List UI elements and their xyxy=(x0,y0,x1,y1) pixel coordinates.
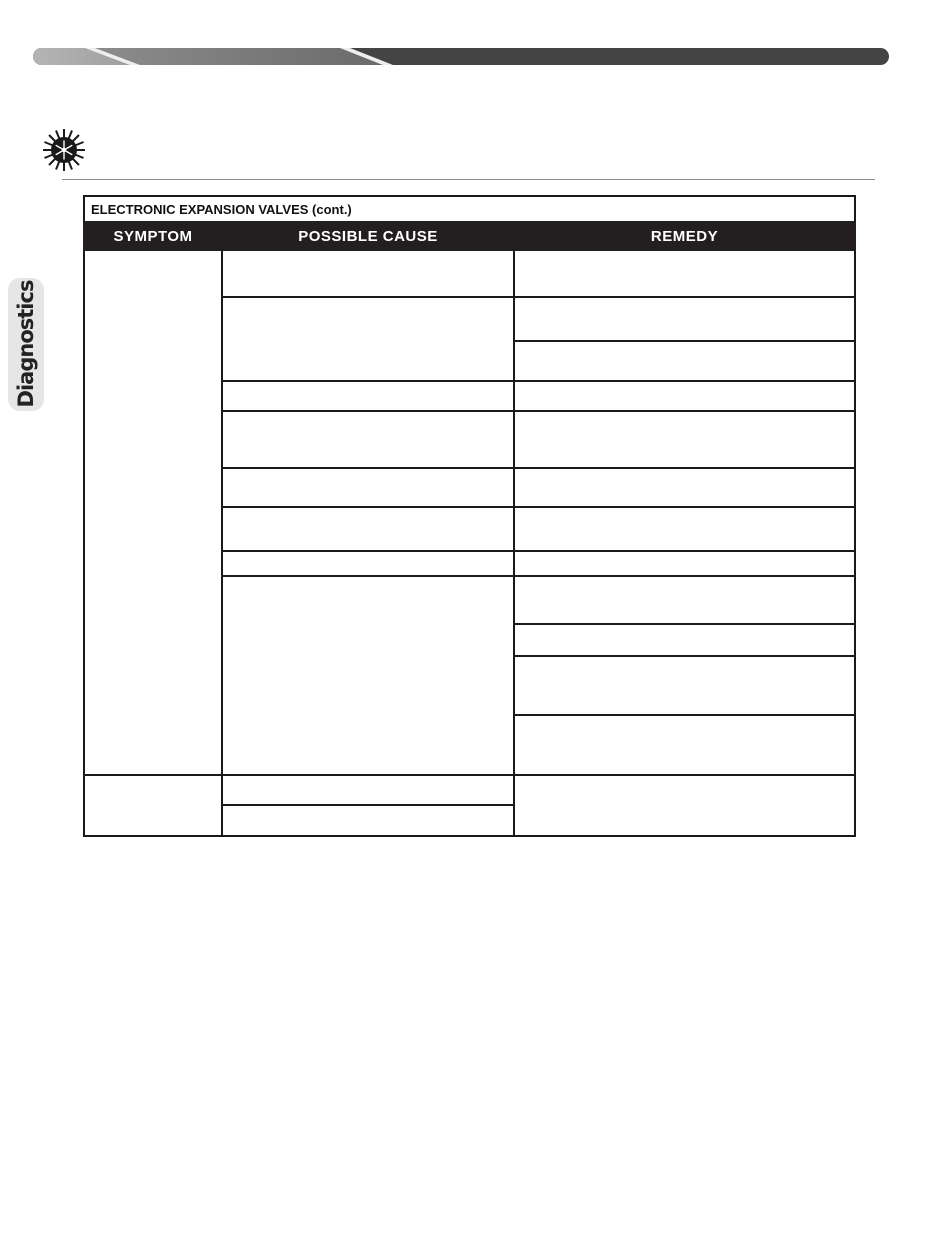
remedy-cell xyxy=(514,551,855,576)
remedy-cell xyxy=(514,411,855,468)
table-title-suffix: (cont.) xyxy=(312,201,352,217)
troubleshooting-table xyxy=(83,195,856,837)
symptom-cell xyxy=(84,250,222,775)
cause-cell xyxy=(222,250,514,297)
cause-cell xyxy=(222,297,514,381)
table-title-text: ELECTRONIC EXPANSION VALVES xyxy=(91,201,309,217)
symptom-cell xyxy=(84,775,222,836)
cause-cell xyxy=(222,507,514,551)
cause-cell xyxy=(222,775,514,805)
section-divider xyxy=(62,179,875,180)
cause-cell xyxy=(222,551,514,576)
cause-cell xyxy=(222,381,514,411)
column-header-symptom: SYMPTOM xyxy=(84,222,222,250)
remedy-cell xyxy=(514,341,855,381)
remedy-cell xyxy=(514,576,855,624)
remedy-cell xyxy=(514,715,855,775)
remedy-cell xyxy=(514,381,855,411)
top-decorative-bar xyxy=(0,0,950,80)
cause-cell xyxy=(222,805,514,836)
remedy-cell xyxy=(514,250,855,297)
remedy-cell xyxy=(514,775,855,836)
table-title xyxy=(84,196,855,222)
side-tab-label: Diagnostics xyxy=(14,280,38,408)
cause-cell xyxy=(222,468,514,507)
snowflake-sun-icon xyxy=(42,128,86,172)
column-header-cause: POSSIBLE CAUSE xyxy=(222,222,514,250)
remedy-cell xyxy=(514,507,855,551)
cause-cell xyxy=(222,576,514,775)
remedy-cell xyxy=(514,468,855,507)
side-tab-diagnostics[interactable] xyxy=(8,278,44,411)
remedy-cell xyxy=(514,297,855,341)
remedy-cell xyxy=(514,656,855,715)
column-header-remedy: REMEDY xyxy=(514,222,855,250)
remedy-cell xyxy=(514,624,855,656)
cause-cell xyxy=(222,411,514,468)
